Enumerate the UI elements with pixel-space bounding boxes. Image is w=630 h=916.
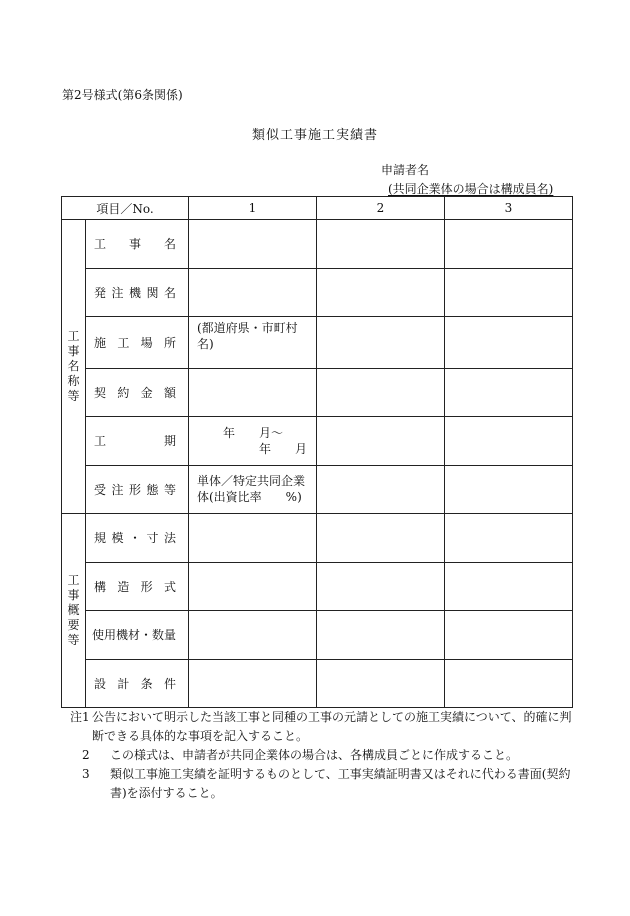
order-type-line-1: 単体／特定共同企業 (197, 474, 306, 489)
cell-structure-type-1[interactable] (189, 562, 317, 611)
cell-design-conditions-2[interactable] (317, 659, 445, 708)
note-3 (70, 765, 580, 803)
cell-structure-type-3[interactable] (445, 562, 573, 611)
table-row-order-type (62, 465, 573, 514)
table-row-scale-dimensions (62, 514, 573, 563)
cell-order-type-2[interactable] (317, 465, 445, 514)
applicant-name-note: (共同企業体の場合は構成員名) (388, 182, 554, 196)
cell-scale-dimensions-2[interactable] (317, 514, 445, 563)
period-start: 年 月～ (223, 425, 284, 440)
cell-construction-name-1[interactable] (189, 220, 317, 269)
cell-equipment-quantity-3[interactable] (445, 611, 573, 660)
table-header-row (62, 197, 573, 220)
table-row-construction-site (62, 317, 573, 369)
row-label-contract-amount: 契 約 金 額 (86, 368, 189, 417)
construction-record-table (61, 196, 573, 708)
note-3-number: 3 (82, 767, 90, 781)
cell-construction-name-2[interactable] (317, 220, 445, 269)
cell-design-conditions-1[interactable] (189, 659, 317, 708)
header-col-3: 3 (445, 197, 573, 220)
table-row-equipment-quantity (62, 611, 573, 660)
header-col-1: 1 (189, 197, 317, 220)
row-label-order-type: 受 注 形 態 等 (86, 465, 189, 514)
cell-equipment-quantity-1[interactable] (189, 611, 317, 660)
cell-construction-site-1[interactable]: (都道府県・市町村名) (189, 317, 317, 369)
cell-structure-type-2[interactable] (317, 562, 445, 611)
header-item: 項目／No. (62, 197, 189, 220)
cell-order-type-1[interactable] (189, 465, 317, 514)
group-label-construction-name: 工 事 名 称 等 (62, 220, 86, 514)
table-row-construction-period (62, 417, 573, 466)
cell-order-type-3[interactable] (445, 465, 573, 514)
row-label-construction-name: 工 事 名 (86, 220, 189, 269)
row-label-structure-type: 構 造 形 式 (86, 562, 189, 611)
note-2 (70, 746, 580, 765)
table-row-structure-type (62, 562, 573, 611)
applicant-name-label: 申請者名 (381, 163, 430, 177)
table-row-construction-name (62, 220, 573, 269)
row-label-equipment-quantity: 使用機材・数量 (86, 611, 189, 660)
cell-equipment-quantity-2[interactable] (317, 611, 445, 660)
cell-ordering-agency-1[interactable] (189, 268, 317, 317)
note-1-number: 注1 (70, 710, 90, 724)
cell-construction-period-3[interactable] (445, 417, 573, 466)
cell-construction-site-2[interactable] (317, 317, 445, 369)
cell-construction-name-3[interactable] (445, 220, 573, 269)
table-row-ordering-agency (62, 268, 573, 317)
document-title: 類似工事施工実績書 (251, 128, 378, 143)
row-label-construction-site: 施 工 場 所 (86, 317, 189, 369)
note-1-text: 公告において明示した当該工事と同種の工事の元請としての施工実績について、的確に判断できる具体的な事項を記入すること。 (92, 710, 572, 743)
cell-construction-site-3[interactable] (445, 317, 573, 369)
cell-ordering-agency-3[interactable] (445, 268, 573, 317)
cell-scale-dimensions-3[interactable] (445, 514, 573, 563)
table-row-design-conditions (62, 659, 573, 708)
note-1 (70, 708, 580, 746)
note-2-text: この様式は、申請者が共同企業体の場合は、各構成員ごとに作成すること。 (110, 748, 519, 762)
notes-section (70, 708, 580, 803)
note-3-text: 類似工事施工実績を証明するものとして、工事実績証明書又はそれに代わる書面(契約書)を添付すること。 (110, 767, 571, 800)
cell-design-conditions-3[interactable] (445, 659, 573, 708)
form-number: 第2号様式(第6条関係) (62, 88, 183, 102)
row-label-scale-dimensions: 規 模 ・ 寸 法 (86, 514, 189, 563)
cell-construction-period-2[interactable] (317, 417, 445, 466)
group-label-construction-overview: 工 事 概 要 等 (62, 514, 86, 708)
row-label-construction-period: 工 期 (86, 417, 189, 466)
cell-contract-amount-2[interactable] (317, 368, 445, 417)
cell-scale-dimensions-1[interactable] (189, 514, 317, 563)
order-type-line-2: 体(出資比率 %) (197, 490, 302, 505)
cell-ordering-agency-2[interactable] (317, 268, 445, 317)
table-row-contract-amount (62, 368, 573, 417)
note-2-number: 2 (82, 748, 90, 762)
header-col-2: 2 (317, 197, 445, 220)
cell-construction-period-1[interactable] (189, 417, 317, 466)
period-end: 年 月 (259, 441, 308, 456)
cell-contract-amount-1[interactable] (189, 368, 317, 417)
cell-contract-amount-3[interactable] (445, 368, 573, 417)
row-label-ordering-agency: 発 注 機 関 名 (86, 268, 189, 317)
row-label-design-conditions: 設 計 条 件 (86, 659, 189, 708)
